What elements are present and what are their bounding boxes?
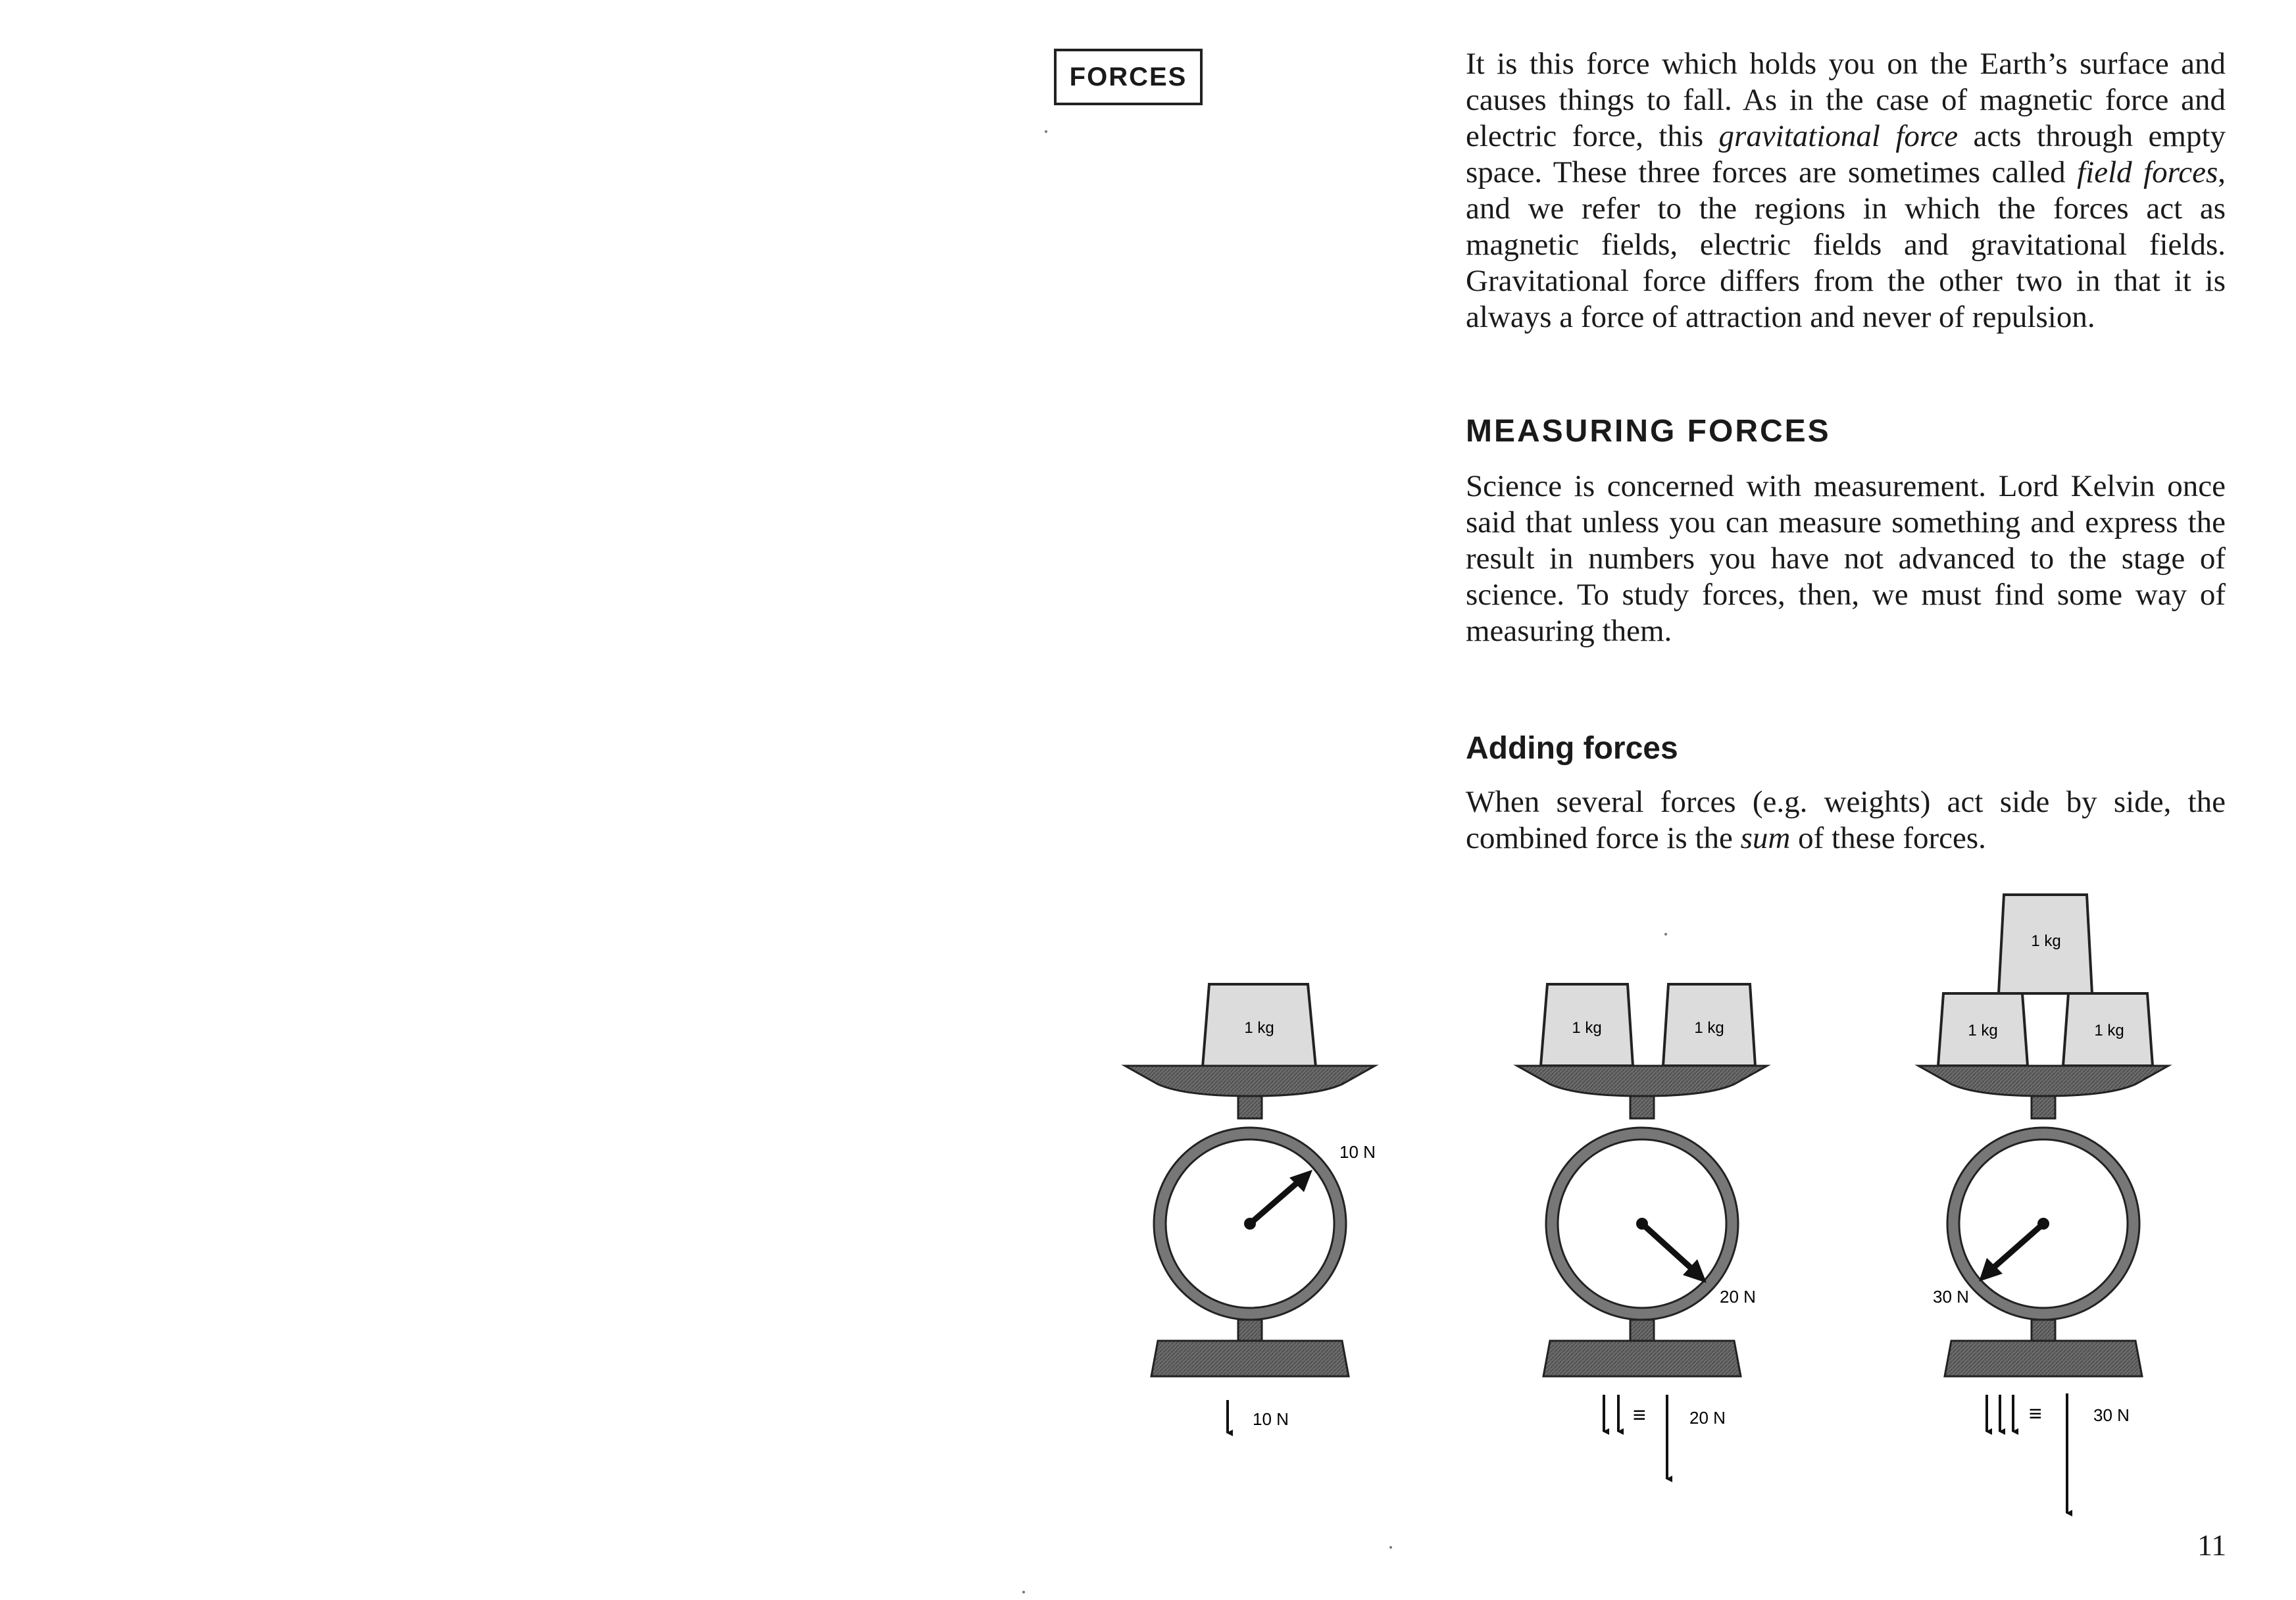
measuring-paragraph: Science is concerned with measurement. Lord Kelvin once said that unless you can measure something and express the result in numbers you have not advanced to the stage of science. To study forces, then, we must find some way of measuring them. [1466,469,2226,648]
equivalence-symbol: ≡ [2029,1401,2042,1426]
force-total: 10 N [1253,1409,1289,1429]
weight-block [1938,993,2028,1066]
scale-3 [1918,895,2168,1513]
weight-block [1541,984,1633,1066]
weight-label: 1 kg [2094,1022,2124,1039]
adding-forces-heading: Adding forces [1466,731,1678,766]
weight-label: 1 kg [2031,932,2061,950]
scan-speck [1664,933,1667,936]
weight-block [2063,993,2153,1066]
scale-reading: 20 N [1720,1287,1756,1307]
scan-speck [1022,1591,1025,1593]
equivalence-symbol: ≡ [1633,1403,1646,1428]
scales-figure [1092,875,2237,1520]
force-total: 20 N [1689,1408,1726,1428]
scale-2 [1517,984,1767,1479]
weight-block [1999,895,2092,993]
weight-block [1663,984,1755,1066]
scan-speck [1389,1546,1392,1549]
weight-label: 1 kg [1244,1019,1274,1037]
measuring-forces-heading: MEASURING FORCES [1466,414,1831,449]
page-number: 11 [2197,1528,2227,1562]
scale-reading: 30 N [1933,1287,1969,1307]
weight-label: 1 kg [1968,1022,1998,1039]
scale-reading: 10 N [1339,1142,1376,1162]
scan-speck [1045,130,1047,133]
weight-block [1203,984,1316,1067]
intro-paragraph: It is this force which holds you on the Earth’s surface and causes things to fall. As in the case of magnetic force and electric force, this gravitational force acts through empty space. These three forces are sometimes called field forces, and we refer to the regions in which the forces act as magnetic fields, electric fields and gravitational fields. Gravitational force differs from the other two in that it is always a force of attraction and never of repulsion. [1466,47,2226,334]
weight-label: 1 kg [1694,1019,1724,1037]
force-total: 30 N [2093,1405,2130,1425]
weight-label: 1 kg [1572,1019,1602,1037]
section-tag: FORCES [1054,49,1203,105]
adding-paragraph: When several forces (e.g. weights) act side by side, the combined force is the sum of these forces. [1466,785,2226,855]
scale-1 [1125,984,1376,1433]
